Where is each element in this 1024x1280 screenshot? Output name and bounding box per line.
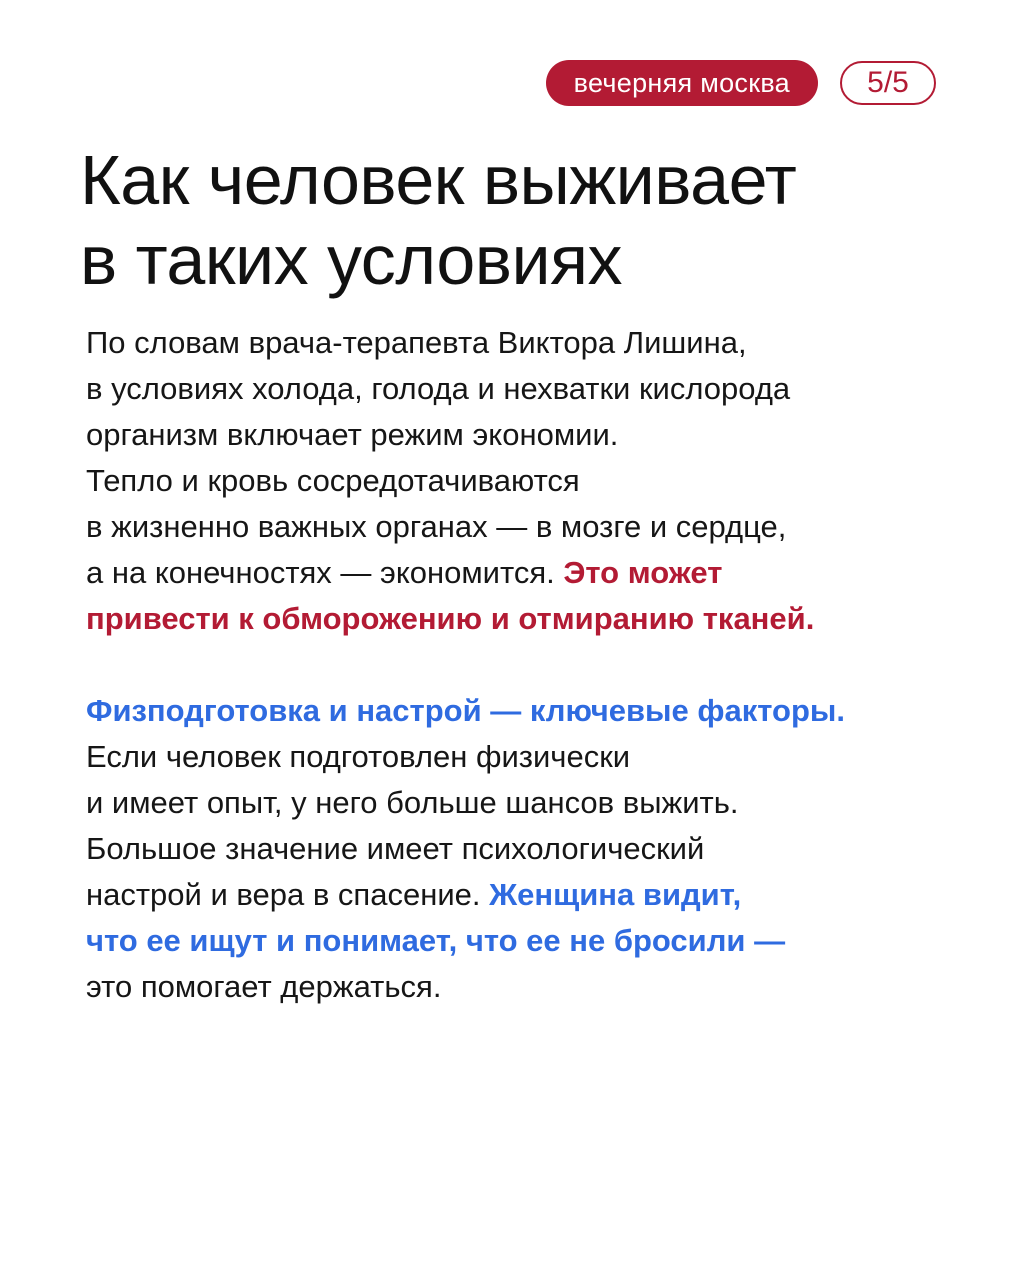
header-bar — [546, 60, 936, 106]
text-line: в жизненно важных органах — в мозге и сердце, — [86, 509, 787, 544]
text-segment: настрой и вера в спасение. — [86, 877, 490, 912]
page-counter: 5/5 — [840, 61, 936, 105]
text-line: Большое значение имеет психологический — [86, 831, 705, 866]
brand-badge: вечерняя москва — [546, 60, 818, 106]
text-line — [86, 550, 956, 596]
highlight-blue: Физподготовка и настрой — ключевые факторы. — [86, 693, 845, 728]
text-line: Если человек подготовлен физически — [86, 739, 631, 774]
text-line: По словам врача-терапевта Виктора Лишина, — [86, 325, 747, 360]
text-line: организм включает режим экономии. — [86, 417, 619, 452]
highlight-blue: Женщина видит, — [489, 877, 742, 912]
text-line: и имеет опыт, у него больше шансов выжить. — [86, 785, 739, 820]
text-line: это помогает держаться. — [86, 969, 442, 1004]
article-body — [86, 320, 956, 1010]
highlight-red: привести к обморожению и отмиранию тканей. — [86, 601, 815, 636]
page-title — [80, 140, 960, 300]
title-line: Как человек выживает — [80, 141, 797, 219]
highlight-blue: что ее ищут и понимает, что ее не бросили — — [86, 923, 786, 958]
title-line: в таких условиях — [80, 221, 622, 299]
paragraph-mindset — [86, 688, 956, 1010]
paragraph-physiology — [86, 320, 956, 642]
text-line — [86, 872, 956, 918]
highlight-red: Это может — [563, 555, 723, 590]
text-line: Тепло и кровь сосредотачиваются — [86, 463, 580, 498]
text-segment: а на конечностях — экономится. — [86, 555, 564, 590]
text-line: в условиях холода, голода и нехватки кислорода — [86, 371, 791, 406]
